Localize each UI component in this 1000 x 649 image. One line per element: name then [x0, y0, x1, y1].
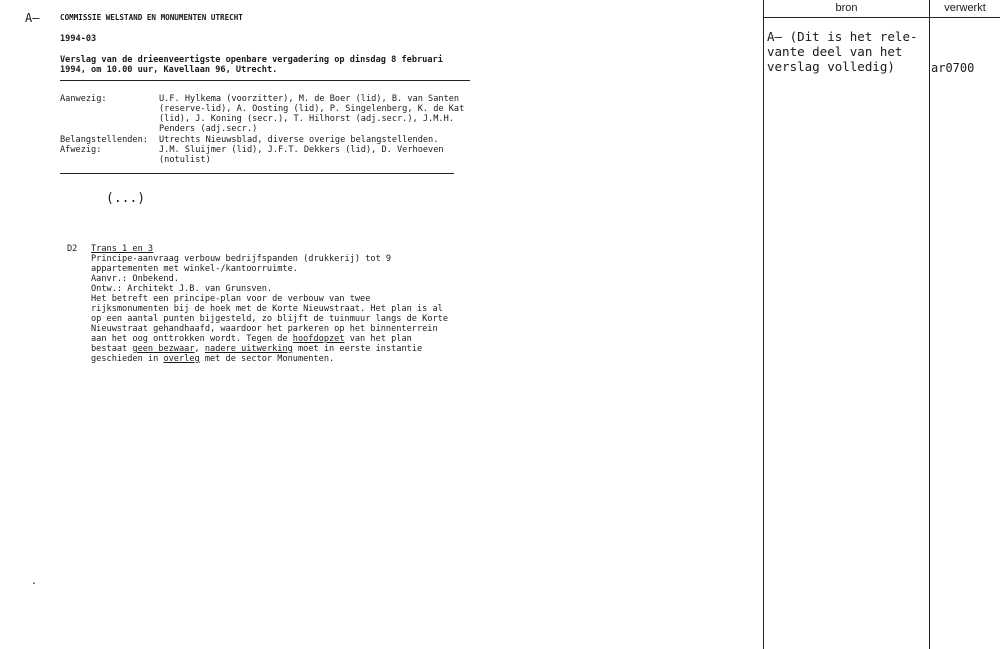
divider-bottom	[60, 173, 454, 174]
item-line: op een aantal punten bijgesteld, zo blijft de tuinmuur langs de Korte	[91, 314, 448, 324]
section-marker: A—	[25, 11, 40, 25]
report-line-1: Verslag van de drieenveertigste openbare vergadering op dinsdag 8 februari	[60, 55, 443, 65]
column-divider-processed	[929, 0, 930, 649]
header-processed: verwerkt	[944, 2, 986, 14]
header-source: bron	[835, 2, 858, 14]
column-divider-source	[763, 0, 764, 649]
item-text: van het plan	[344, 334, 412, 344]
source-note-line: vante deel van het	[767, 44, 903, 59]
item-code: D2	[67, 244, 78, 254]
present-line: (lid), J. Koning (secr.), T. Hilhorst (adj.secr.), J.M.H.	[159, 114, 454, 124]
item-title: Trans 1 en 3	[91, 244, 154, 254]
item-text: bestaat	[91, 344, 133, 354]
item-text: ,	[194, 344, 205, 354]
commission-title: COMMISSIE WELSTAND EN MONUMENTEN UTRECHT	[60, 13, 243, 22]
source-note-line: verslag volledig)	[767, 59, 895, 74]
footer-mark: .	[31, 576, 38, 587]
item-line: rijksmonumenten bij de hoek met de Korte Nieuwstraat. Het plan is al	[91, 304, 443, 314]
present-line: (reserve-lid), A. Oosting (lid), P. Singelenberg, K. de Kat	[159, 104, 465, 114]
item-underlined-text: overleg	[163, 354, 200, 364]
processed-code: ar0700	[931, 61, 975, 75]
item-line: Het betreft een principe-plan voor de verbouw van twee	[91, 294, 371, 304]
header-underline	[763, 17, 1000, 18]
item-line: Aanvr.: Onbekend.	[91, 274, 179, 284]
absent-label: Afwezig:	[60, 145, 102, 155]
item-text: geschieden in	[91, 354, 164, 364]
stakeholders-value: Utrechts Nieuwsblad, diverse overige belangstellenden.	[159, 135, 439, 145]
item-underlined-text: nadere uitwerking	[204, 344, 293, 354]
item-line: Principe-aanvraag verbouw bedrijfspanden (drukkerij) tot 9	[91, 254, 392, 264]
item-text: moet in eerste instantie	[292, 344, 423, 354]
divider-top	[60, 80, 470, 81]
absent-line: (notulist)	[159, 155, 211, 165]
item-line: appartementen met winkel-/kantoorruimte.	[91, 264, 298, 274]
present-line: U.F. Hylkema (voorzitter), M. de Boer (lid), B. van Santen	[159, 94, 460, 104]
ellipsis: (...)	[106, 191, 146, 206]
item-underlined-text: geen bezwaar	[132, 344, 195, 354]
report-line-2: 1994, om 10.00 uur, Kavellaan 96, Utrecht.	[60, 65, 278, 75]
absent-line: J.M. Sluijmer (lid), J.F.T. Dekkers (lid), D. Verhoeven	[159, 145, 444, 155]
item-underlined-text: hoofdopzet	[292, 334, 345, 344]
item-line: Ontw.: Architekt J.B. van Grunsven.	[91, 284, 273, 294]
item-text: aan het oog onttrokken wordt. Tegen de	[91, 334, 293, 344]
present-line: Penders (adj.secr.)	[159, 124, 258, 134]
item-text: met de sector Monumenten.	[199, 354, 335, 364]
item-line	[91, 355, 334, 365]
item-line: Nieuwstraat gehandhaafd, waardoor het parkeren op het binnenterrein	[91, 324, 438, 334]
source-note-line: A— (Dit is het rele-	[767, 29, 918, 44]
present-label: Aanwezig:	[60, 94, 107, 104]
stakeholders-label: Belangstellenden:	[60, 135, 148, 145]
meeting-number: 1994-03	[60, 34, 97, 44]
